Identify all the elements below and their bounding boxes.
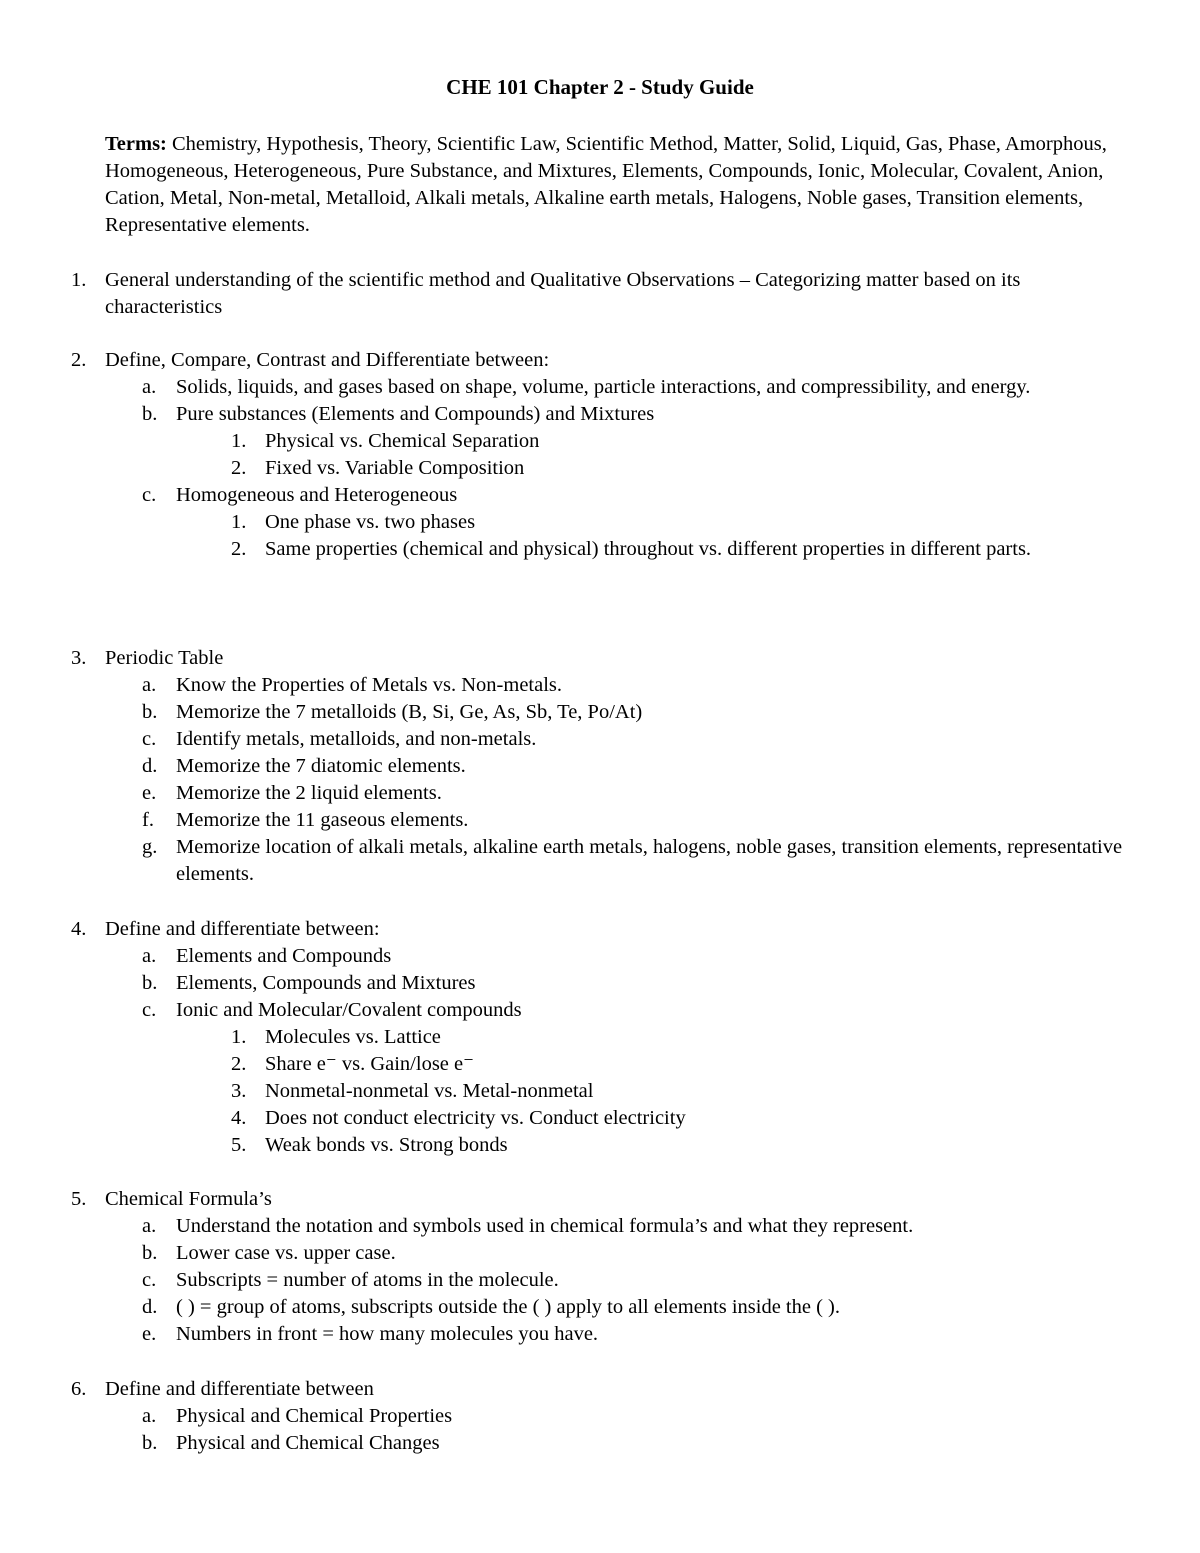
section-text: Define and differentiate between: <box>105 918 380 940</box>
item-text: Ionic and Molecular/Covalent compounds <box>176 999 522 1021</box>
sub-item-text: Nonmetal-nonmetal vs. Metal-nonmetal <box>265 1080 594 1102</box>
item-letter: a. <box>142 1215 157 1237</box>
sub-item-text: One phase vs. two phases <box>265 511 476 533</box>
sub-item-number: 5. <box>231 1134 247 1156</box>
section-5 <box>0 1186 1200 1348</box>
item-text: Solids, liquids, and gases based on shape, volume, particle interactions, and compressibility, and energy. <box>176 376 1031 398</box>
item-text: Memorize the 11 gaseous elements. <box>176 809 469 831</box>
item-text: Memorize the 7 diatomic elements. <box>176 755 466 777</box>
list-item <box>0 374 1200 401</box>
sub-item <box>0 536 1200 563</box>
section-2 <box>0 347 1200 563</box>
sub-item-number: 3. <box>231 1080 247 1102</box>
list-item <box>0 807 1200 834</box>
item-letter: d. <box>142 755 158 777</box>
list-item <box>0 1240 1200 1267</box>
item-letter: c. <box>142 1269 157 1291</box>
sub-item <box>0 1078 1200 1105</box>
terms-paragraph <box>105 131 1135 239</box>
item-text: ( ) = group of atoms, subscripts outside the ( ) apply to all elements inside the ( ). <box>176 1296 841 1318</box>
item-letter: g. <box>142 836 158 858</box>
section-heading <box>0 1376 1200 1403</box>
list-item <box>0 997 1200 1024</box>
item-text: Memorize the 2 liquid elements. <box>176 782 442 804</box>
section-number: 4. <box>71 918 87 940</box>
section-1 <box>0 267 1200 321</box>
section-text: General understanding of the scientific method and Qualitative Observations – Categorizing matter based on its characteristics <box>105 269 1021 318</box>
item-text: Elements, Compounds and Mixtures <box>176 972 476 994</box>
item-letter: d. <box>142 1296 158 1318</box>
sub-item-text: Same properties (chemical and physical) throughout vs. different properties in different parts. <box>265 538 1032 560</box>
list-item <box>0 1294 1200 1321</box>
list-item <box>0 943 1200 970</box>
item-text: Physical and Chemical Properties <box>176 1405 453 1427</box>
item-text: Subscripts = number of atoms in the molecule. <box>176 1269 559 1291</box>
item-letter: a. <box>142 376 157 398</box>
item-text: Identify metals, metalloids, and non-metals. <box>176 728 537 750</box>
list-item <box>0 699 1200 726</box>
section-number: 2. <box>71 349 87 371</box>
sub-item-text: Weak bonds vs. Strong bonds <box>265 1134 508 1156</box>
section-text: Periodic Table <box>105 647 224 669</box>
section-number: 3. <box>71 647 87 669</box>
sub-item <box>0 428 1200 455</box>
list-item <box>0 1403 1200 1430</box>
sub-item <box>0 509 1200 536</box>
item-text: Memorize the 7 metalloids (B, Si, Ge, As, Sb, Te, Po/At) <box>176 701 643 723</box>
section-text: Chemical Formula’s <box>105 1188 272 1210</box>
item-text: Elements and Compounds <box>176 945 392 967</box>
item-letter: b. <box>142 1242 158 1264</box>
sub-item-number: 4. <box>231 1107 247 1129</box>
item-text: Understand the notation and symbols used in chemical formula’s and what they represent. <box>176 1215 914 1237</box>
sub-item-number: 1. <box>231 511 247 533</box>
sub-item-number: 1. <box>231 1026 247 1048</box>
section-heading <box>0 645 1200 672</box>
section-number: 5. <box>71 1188 87 1210</box>
section-number: 6. <box>71 1378 87 1400</box>
section-4 <box>0 916 1200 1159</box>
item-letter: e. <box>142 782 157 804</box>
sub-item-text: Molecules vs. Lattice <box>265 1026 441 1048</box>
item-letter: a. <box>142 1405 157 1427</box>
item-letter: e. <box>142 1323 157 1345</box>
sub-item-text: Does not conduct electricity vs. Conduct electricity <box>265 1107 686 1129</box>
item-letter: b. <box>142 972 158 994</box>
item-letter: b. <box>142 701 158 723</box>
list-item <box>0 780 1200 807</box>
sub-item-number: 2. <box>231 538 247 560</box>
item-text: Pure substances (Elements and Compounds) and Mixtures <box>176 403 655 425</box>
item-text: Numbers in front = how many molecules you have. <box>176 1323 599 1345</box>
section-number: 1. <box>71 269 87 291</box>
section-heading <box>0 267 1200 321</box>
sub-item-text: Share e⁻ vs. Gain/lose e⁻ <box>265 1053 474 1075</box>
item-letter: c. <box>142 484 157 506</box>
item-text: Know the Properties of Metals vs. Non-metals. <box>176 674 563 696</box>
item-letter: b. <box>142 1432 158 1454</box>
list-item <box>0 672 1200 699</box>
item-letter: f. <box>142 809 154 831</box>
sub-item <box>0 1051 1200 1078</box>
list-item <box>0 1321 1200 1348</box>
list-item <box>0 401 1200 428</box>
list-item <box>0 1430 1200 1457</box>
sub-item-number: 1. <box>231 430 247 452</box>
item-letter: a. <box>142 945 157 967</box>
sub-item-number: 2. <box>231 457 247 479</box>
list-item <box>0 482 1200 509</box>
list-item <box>0 1213 1200 1240</box>
section-heading <box>0 916 1200 943</box>
list-item <box>0 970 1200 997</box>
list-item <box>0 726 1200 753</box>
section-heading <box>0 347 1200 374</box>
item-text: Memorize location of alkali metals, alkaline earth metals, halogens, noble gases, transition elements, representative elements. <box>176 836 1123 885</box>
terms-text: Chemistry, Hypothesis, Theory, Scientific Law, Scientific Method, Matter, Solid, Liquid, Gas, Phase, Amorphous, Homogeneous, Heterogeneous, Pure Substance, and Mixtures, Elements, Compounds, Ionic, Molecular, Covalent, Anion, Cation, Metal, Non-metal, Metalloid, Alkali metals, Alkaline earth metals, Halogens, Noble gases, Transition elements, Representative elements. <box>105 133 1107 236</box>
item-letter: a. <box>142 674 157 696</box>
page-title: CHE 101 Chapter 2 - Study Guide <box>446 75 754 99</box>
sub-item <box>0 1024 1200 1051</box>
item-letter: c. <box>142 999 157 1021</box>
section-text: Define, Compare, Contrast and Differentiate between: <box>105 349 550 371</box>
list-item <box>0 834 1200 888</box>
sub-item <box>0 1132 1200 1159</box>
item-letter: b. <box>142 403 158 425</box>
list-item <box>0 1267 1200 1294</box>
item-letter: c. <box>142 728 157 750</box>
list-item <box>0 753 1200 780</box>
section-text: Define and differentiate between <box>105 1378 374 1400</box>
sub-item-text: Physical vs. Chemical Separation <box>265 430 540 452</box>
item-text: Physical and Chemical Changes <box>176 1432 440 1454</box>
item-text: Lower case vs. upper case. <box>176 1242 396 1264</box>
section-heading <box>0 1186 1200 1213</box>
sub-item <box>0 1105 1200 1132</box>
sub-item-text: Fixed vs. Variable Composition <box>265 457 525 479</box>
terms-label: Terms: <box>105 133 167 155</box>
item-text: Homogeneous and Heterogeneous <box>176 484 458 506</box>
sub-item-number: 2. <box>231 1053 247 1075</box>
section-3 <box>0 645 1200 888</box>
sub-item <box>0 455 1200 482</box>
section-6 <box>0 1376 1200 1457</box>
